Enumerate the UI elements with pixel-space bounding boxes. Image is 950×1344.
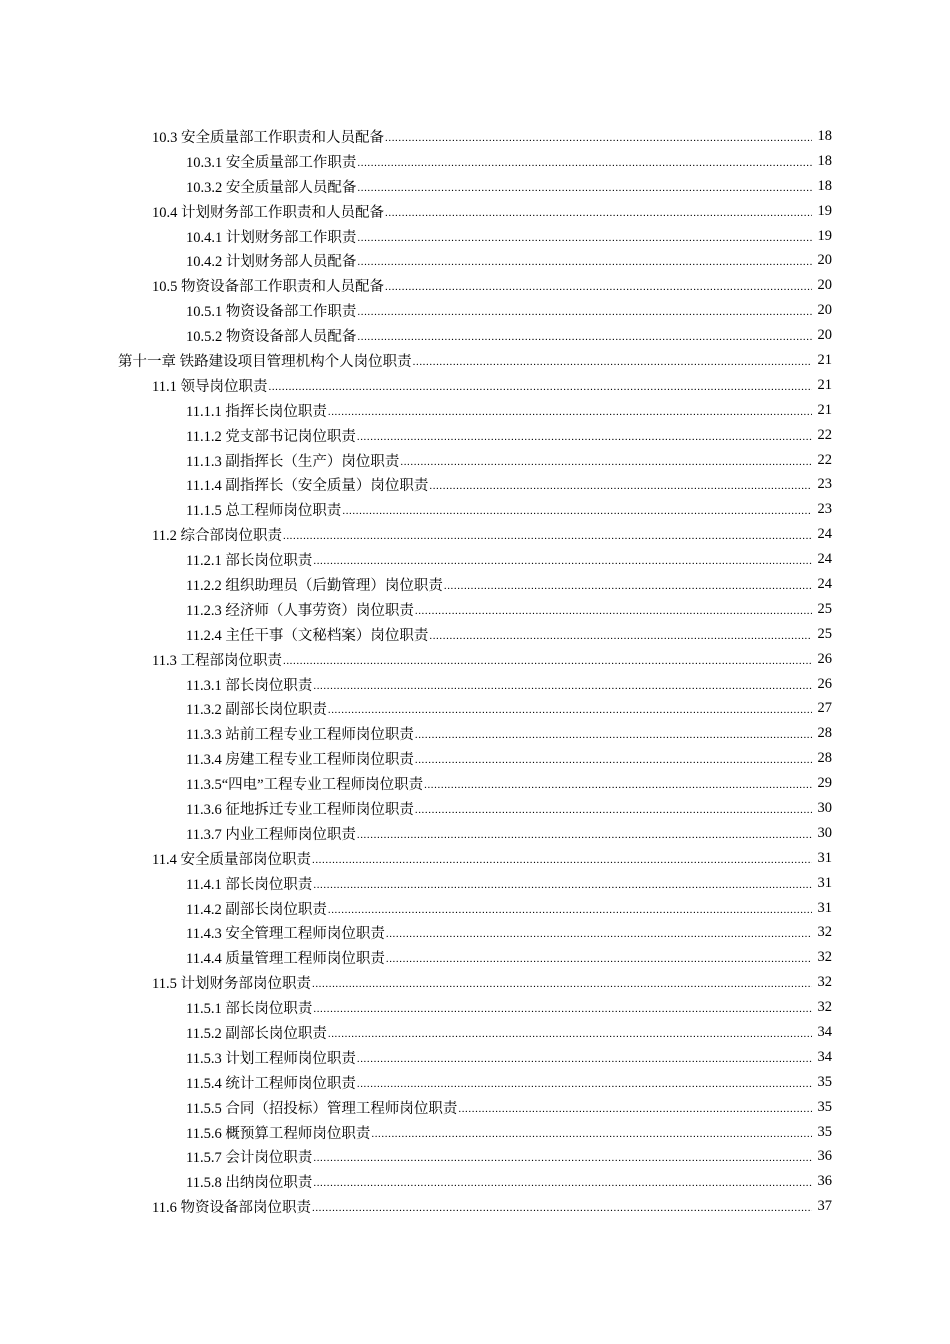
toc-entry-title: 11.5.2 副部长岗位职责 <box>186 1022 328 1043</box>
toc-entry-page-number: 20 <box>817 277 832 294</box>
toc-entry[interactable] <box>0 871 950 896</box>
toc-entry-page-number: 31 <box>817 874 832 891</box>
toc-entry[interactable] <box>0 497 950 522</box>
toc-entry[interactable] <box>0 945 950 970</box>
toc-entry-title: 11.4.3 安全管理工程师岗位职责 <box>186 922 386 943</box>
toc-entry-title: 11.3.5“四电”工程专业工程师岗位职责 <box>186 773 424 794</box>
toc-entry-title: 11.1.2 党支部书记岗位职责 <box>186 425 357 446</box>
dot-leader <box>415 729 812 741</box>
toc-entry-title: 11.1 领导岗位职责 <box>152 375 268 396</box>
toc-entry-page-number: 21 <box>817 351 832 368</box>
toc-entry-page-number: 36 <box>817 1148 832 1165</box>
toc-entry-title: 11.3.6 征地拆迁专业工程师岗位职责 <box>186 798 415 819</box>
toc-entry-title: 11.4.2 副部长岗位职责 <box>186 898 328 919</box>
toc-entry-title: 11.1.5 总工程师岗位职责 <box>186 499 342 520</box>
dot-leader <box>357 306 812 318</box>
toc-entry[interactable] <box>0 149 950 174</box>
toc-entry-title: 11.6 物资设备部岗位职责 <box>152 1196 312 1217</box>
toc-entry-title: 11.3.3 站前工程专业工程师岗位职责 <box>186 723 415 744</box>
toc-entry-title: 11.3.4 房建工程专业工程师岗位职责 <box>186 748 415 769</box>
toc-entry-title: 11.3.7 内业工程师岗位职责 <box>186 823 357 844</box>
toc-entry-title: 11.1.4 副指挥长（安全质量）岗位职责 <box>186 474 429 495</box>
toc-entry-page-number: 22 <box>817 426 832 443</box>
dot-leader <box>268 381 812 393</box>
dot-leader <box>357 829 812 841</box>
toc-entry[interactable] <box>0 1145 950 1170</box>
dot-leader <box>357 1053 812 1065</box>
toc-entry[interactable] <box>0 1020 950 1045</box>
dot-leader <box>283 655 812 667</box>
toc-entry-title: 10.3.2 安全质量部人员配备 <box>186 176 357 197</box>
dot-leader <box>357 157 812 169</box>
toc-entry[interactable] <box>0 896 950 921</box>
toc-entry-page-number: 30 <box>817 824 832 841</box>
toc-entry[interactable] <box>0 821 950 846</box>
toc-entry[interactable] <box>0 1120 950 1145</box>
dot-leader <box>328 406 812 418</box>
toc-entry[interactable] <box>0 522 950 547</box>
toc-entry-title: 11.2.2 组织助理员（后勤管理）岗位职责 <box>186 574 444 595</box>
toc-entry[interactable] <box>0 572 950 597</box>
dot-leader <box>312 854 812 866</box>
dot-leader <box>328 904 812 916</box>
dot-leader <box>313 1177 812 1189</box>
toc-entry-title: 11.1.1 指挥长岗位职责 <box>186 400 328 421</box>
toc-entry[interactable] <box>0 472 950 497</box>
toc-entry[interactable] <box>0 1169 950 1194</box>
toc-entry-title: 第十一章 铁路建设项目管理机构个人岗位职责 <box>118 350 413 371</box>
toc-entry-page-number: 21 <box>817 401 832 418</box>
toc-entry[interactable] <box>0 199 950 224</box>
toc-entry[interactable] <box>0 547 950 572</box>
dot-leader <box>429 630 812 642</box>
toc-entry-page-number: 22 <box>817 451 832 468</box>
dot-leader <box>386 928 812 940</box>
dot-leader <box>313 555 812 567</box>
toc-entry-title: 10.4.2 计划财务部人员配备 <box>186 250 357 271</box>
toc-entry-title: 10.5.2 物资设备部人员配备 <box>186 325 357 346</box>
toc-entry-page-number: 20 <box>817 327 832 344</box>
dot-leader <box>424 779 812 791</box>
toc-entry-page-number: 28 <box>817 750 832 767</box>
toc-entry-page-number: 24 <box>817 575 832 592</box>
toc-entry[interactable] <box>0 970 950 995</box>
toc-entry-title: 10.4 计划财务部工作职责和人员配备 <box>152 201 385 222</box>
dot-leader <box>328 1028 812 1040</box>
toc-entry[interactable] <box>0 1095 950 1120</box>
toc-entry-page-number: 19 <box>817 227 832 244</box>
toc-entry-title: 11.5.8 出纳岗位职责 <box>186 1171 313 1192</box>
dot-leader <box>415 605 812 617</box>
toc-entry[interactable] <box>0 647 950 672</box>
dot-leader <box>313 1003 812 1015</box>
dot-leader <box>357 331 812 343</box>
toc-entry-title: 11.5.7 会计岗位职责 <box>186 1146 313 1167</box>
toc-entry[interactable] <box>0 622 950 647</box>
toc-entry[interactable] <box>0 721 950 746</box>
toc-entry[interactable] <box>0 323 950 348</box>
toc-entry-page-number: 21 <box>817 376 832 393</box>
toc-entry-page-number: 29 <box>817 775 832 792</box>
dot-leader <box>415 804 812 816</box>
toc-entry-title: 11.4.4 质量管理工程师岗位职责 <box>186 947 386 968</box>
dot-leader <box>385 207 812 219</box>
toc-entry-page-number: 31 <box>817 899 832 916</box>
toc-entry-page-number: 23 <box>817 501 832 518</box>
toc-entry[interactable] <box>0 174 950 199</box>
toc-entry-page-number: 26 <box>817 675 832 692</box>
toc-entry[interactable] <box>0 273 950 298</box>
toc-entry-page-number: 35 <box>817 1073 832 1090</box>
toc-entry-title: 11.5.6 概预算工程师岗位职责 <box>186 1122 371 1143</box>
dot-leader <box>357 182 812 194</box>
toc-entry-title: 11.2.3 经济师（人事劳资）岗位职责 <box>186 599 415 620</box>
toc-entry-page-number: 32 <box>817 999 832 1016</box>
toc-entry-page-number: 19 <box>817 202 832 219</box>
toc-entry-page-number: 31 <box>817 849 832 866</box>
dot-leader <box>385 281 812 293</box>
toc-entry-title: 11.5 计划财务部岗位职责 <box>152 972 312 993</box>
toc-entry[interactable] <box>0 248 950 273</box>
toc-entry[interactable] <box>0 298 950 323</box>
dot-leader <box>328 704 812 716</box>
toc-entry[interactable] <box>0 224 950 249</box>
toc-entry-title: 11.3 工程部岗位职责 <box>152 649 283 670</box>
toc-entry[interactable] <box>0 846 950 871</box>
toc-entry[interactable] <box>0 672 950 697</box>
toc-entry[interactable] <box>0 771 950 796</box>
toc-entry-title: 10.3 安全质量部工作职责和人员配备 <box>152 126 385 147</box>
toc-entry[interactable] <box>0 1045 950 1070</box>
dot-leader <box>357 232 812 244</box>
toc-entry-title: 11.4.1 部长岗位职责 <box>186 873 313 894</box>
toc-entry-title: 11.5.1 部长岗位职责 <box>186 997 313 1018</box>
toc-entry-title: 11.5.4 统计工程师岗位职责 <box>186 1072 357 1093</box>
toc-entry-page-number: 34 <box>817 1048 832 1065</box>
toc-entry[interactable] <box>0 995 950 1020</box>
dot-leader <box>371 1128 812 1140</box>
toc-entry-title: 11.5.5 合同（招投标）管理工程师岗位职责 <box>186 1097 458 1118</box>
toc-entry-title: 10.5.1 物资设备部工作职责 <box>186 300 357 321</box>
toc-entry-page-number: 18 <box>817 177 832 194</box>
toc-entry-title: 11.2.1 部长岗位职责 <box>186 549 313 570</box>
toc-entry[interactable] <box>0 1194 950 1219</box>
dot-leader <box>415 754 812 766</box>
toc-entry[interactable] <box>0 398 950 423</box>
toc-entry[interactable] <box>0 124 950 149</box>
toc-entry-title: 11.3.1 部长岗位职责 <box>186 674 313 695</box>
toc-entry[interactable] <box>0 423 950 448</box>
toc-entry[interactable] <box>0 448 950 473</box>
dot-leader <box>400 456 812 468</box>
toc-entry-page-number: 35 <box>817 1098 832 1115</box>
toc-entry-page-number: 20 <box>817 252 832 269</box>
toc-entry-page-number: 27 <box>817 700 832 717</box>
toc-entry[interactable] <box>0 373 950 398</box>
dot-leader <box>357 1078 812 1090</box>
dot-leader <box>386 953 812 965</box>
dot-leader <box>385 132 812 144</box>
dot-leader <box>313 680 812 692</box>
toc-entry-page-number: 36 <box>817 1173 832 1190</box>
toc-entry-page-number: 26 <box>817 650 832 667</box>
dot-leader <box>357 431 812 443</box>
toc-entry-title: 11.5.3 计划工程师岗位职责 <box>186 1047 357 1068</box>
toc-entry-page-number: 25 <box>817 625 832 642</box>
dot-leader <box>444 580 812 592</box>
toc-entry[interactable] <box>0 746 950 771</box>
toc-entry-title: 11.2.4 主任干事（文秘档案）岗位职责 <box>186 624 429 645</box>
toc-entry[interactable] <box>0 921 950 946</box>
toc-entry-page-number: 20 <box>817 302 832 319</box>
toc-entry[interactable] <box>0 348 950 373</box>
toc-entry[interactable] <box>0 597 950 622</box>
toc-entry-title: 10.4.1 计划财务部工作职责 <box>186 226 357 247</box>
dot-leader <box>312 1202 812 1214</box>
toc-entry-title: 11.3.2 副部长岗位职责 <box>186 698 328 719</box>
toc-entry-page-number: 37 <box>817 1198 832 1215</box>
dot-leader <box>342 505 812 517</box>
toc-entry-page-number: 35 <box>817 1123 832 1140</box>
toc-entry-title: 10.3.1 安全质量部工作职责 <box>186 151 357 172</box>
dot-leader <box>413 356 812 368</box>
toc-entry-page-number: 32 <box>817 974 832 991</box>
toc-entry[interactable] <box>0 696 950 721</box>
toc-entry-title: 11.1.3 副指挥长（生产）岗位职责 <box>186 450 400 471</box>
dot-leader <box>313 879 812 891</box>
toc-entry-page-number: 28 <box>817 725 832 742</box>
toc-entry[interactable] <box>0 796 950 821</box>
toc-entry[interactable] <box>0 1070 950 1095</box>
table-of-contents <box>0 124 950 1219</box>
toc-entry-page-number: 30 <box>817 799 832 816</box>
dot-leader <box>312 978 812 990</box>
toc-entry-page-number: 25 <box>817 600 832 617</box>
dot-leader <box>313 1152 812 1164</box>
toc-entry-page-number: 23 <box>817 476 832 493</box>
dot-leader <box>283 530 812 542</box>
toc-entry-page-number: 18 <box>817 127 832 144</box>
toc-entry-page-number: 32 <box>817 949 832 966</box>
dot-leader <box>357 256 812 268</box>
toc-entry-title: 11.4 安全质量部岗位职责 <box>152 848 312 869</box>
toc-entry-page-number: 34 <box>817 1024 832 1040</box>
dot-leader <box>429 480 812 492</box>
toc-entry-page-number: 24 <box>817 551 832 568</box>
toc-entry-title: 11.2 综合部岗位职责 <box>152 524 283 545</box>
dot-leader <box>458 1103 812 1115</box>
toc-entry-page-number: 24 <box>817 526 832 543</box>
toc-entry-title: 10.5 物资设备部工作职责和人员配备 <box>152 275 385 296</box>
toc-entry-page-number: 32 <box>817 924 832 941</box>
toc-entry-page-number: 18 <box>817 152 832 169</box>
